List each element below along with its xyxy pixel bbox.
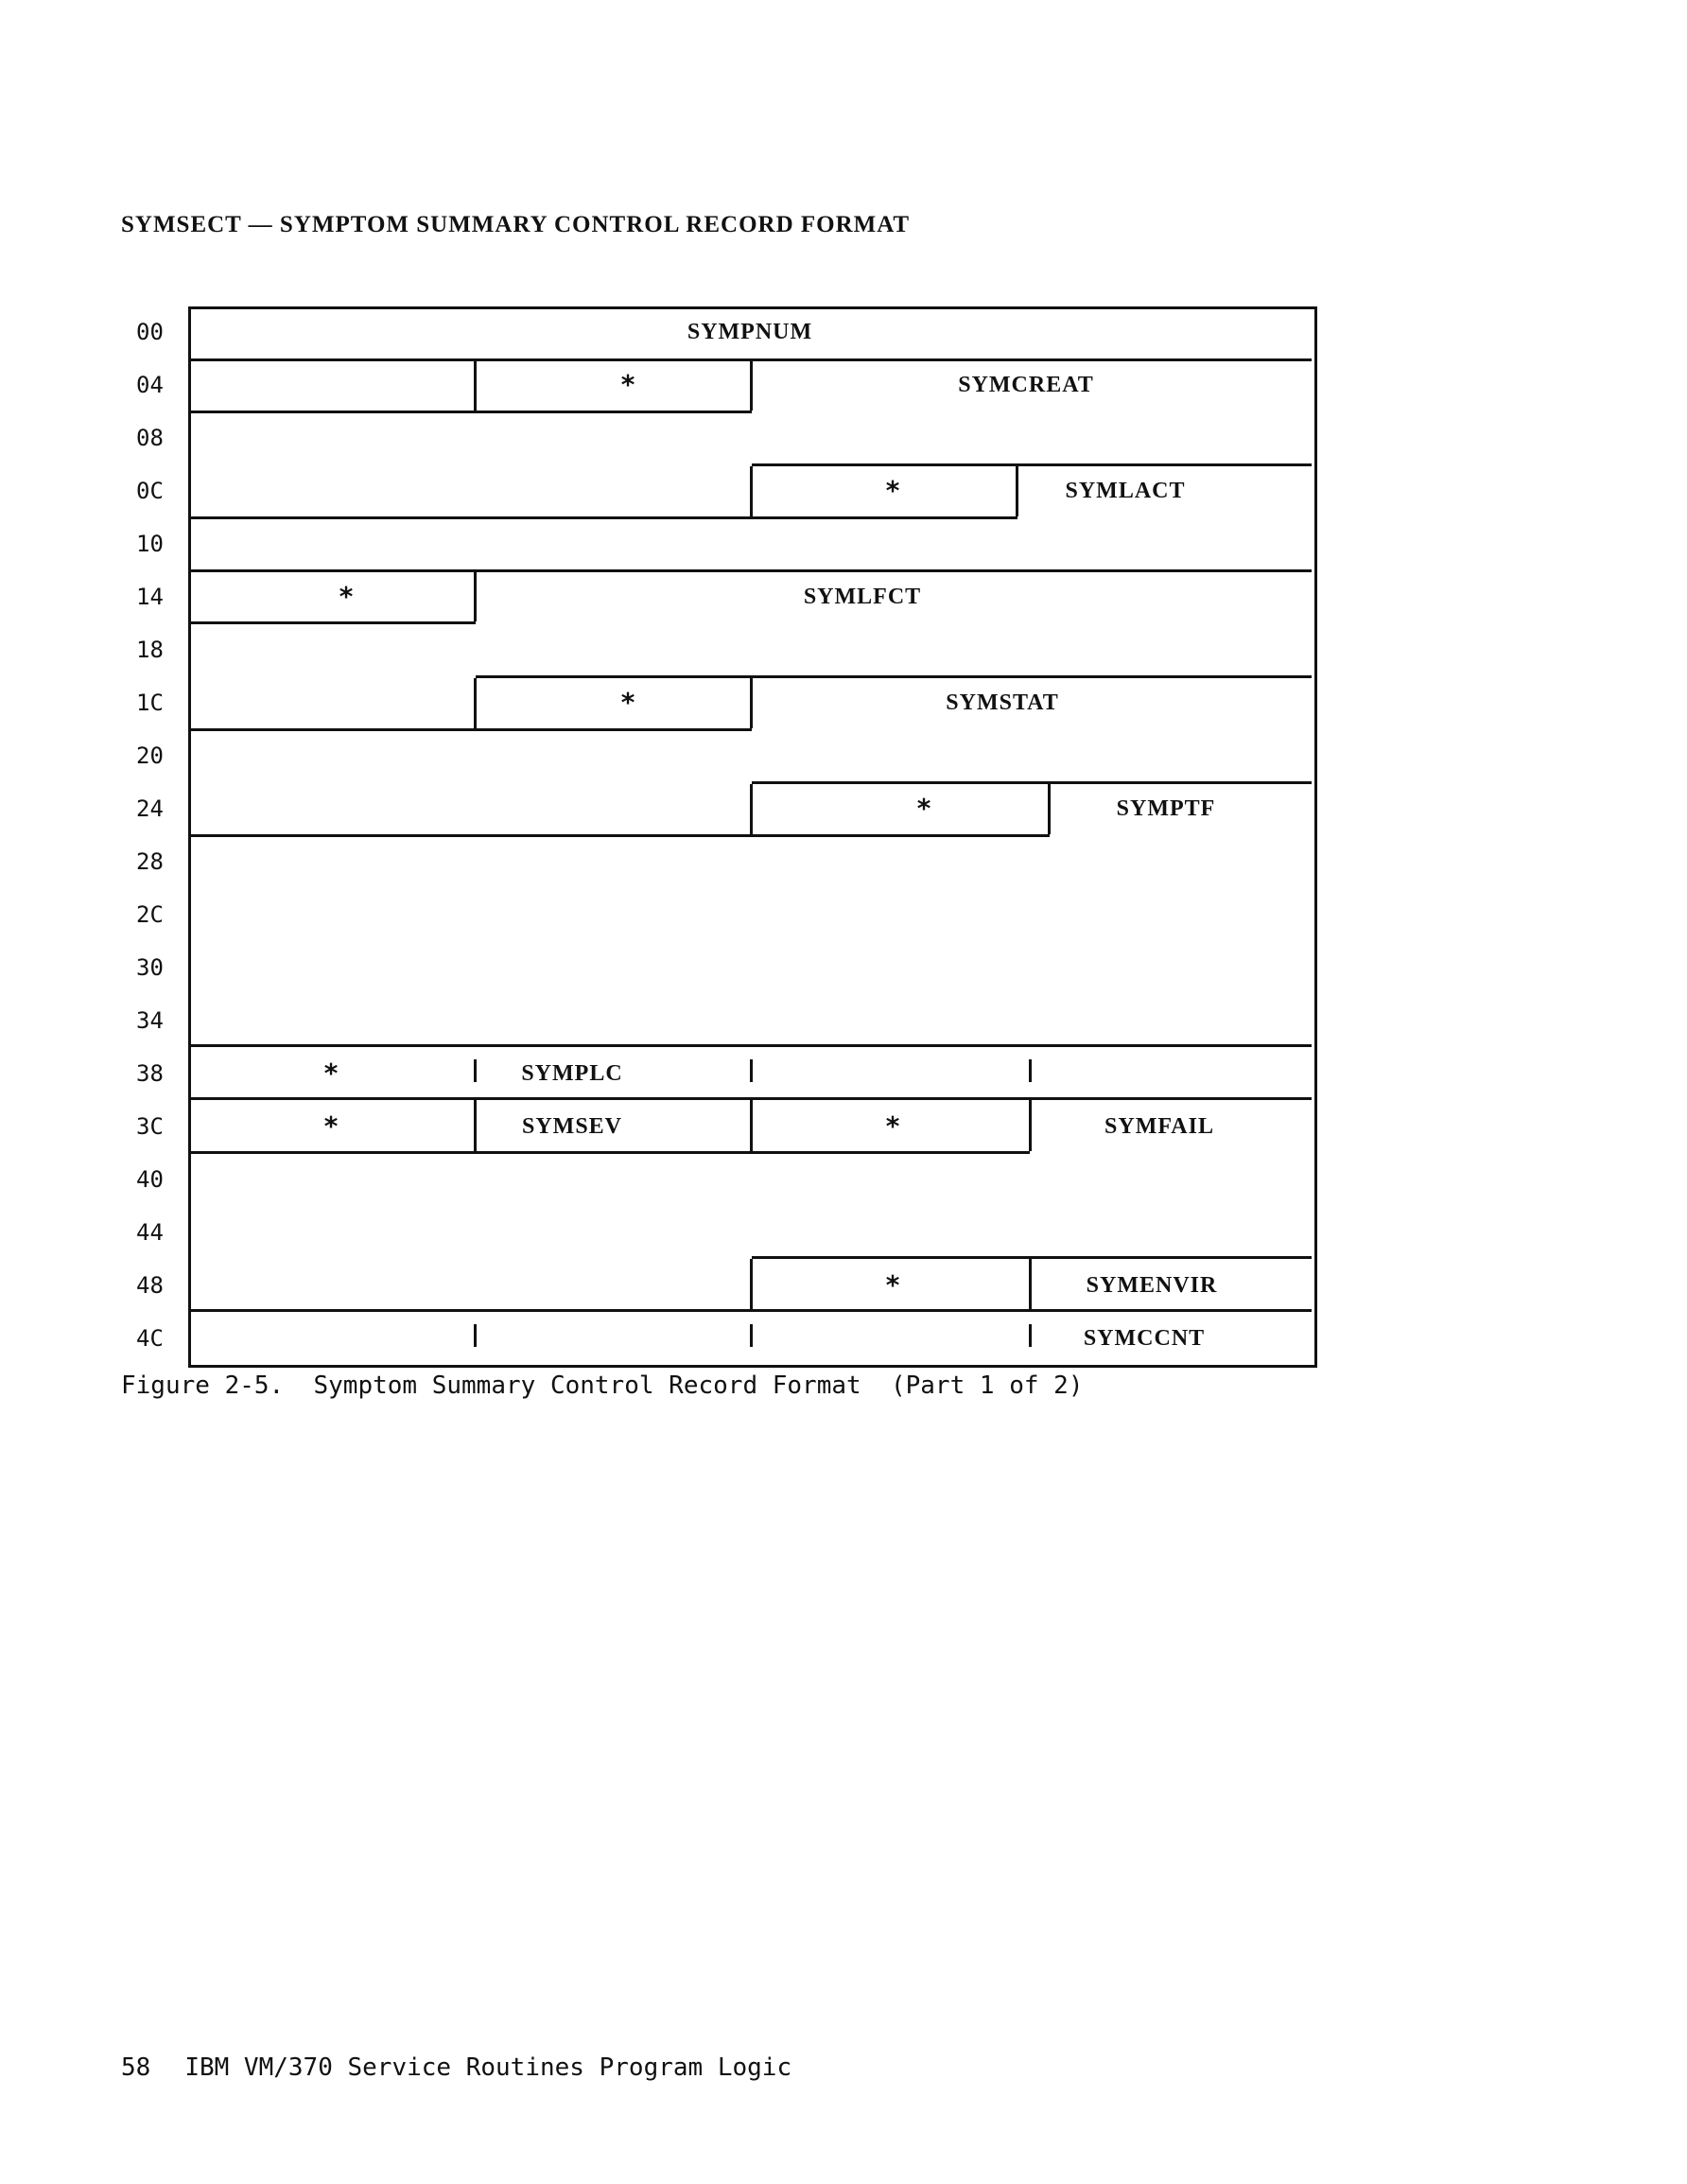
field-symcreat: SYMCREAT bbox=[958, 373, 1094, 397]
page-footer bbox=[121, 2053, 826, 2082]
field-symptf: SYMPTF bbox=[1116, 796, 1216, 821]
field-separator bbox=[474, 572, 477, 621]
offset-label: 40 bbox=[136, 1166, 164, 1193]
reserved-field: * bbox=[338, 581, 355, 612]
offset-label: 00 bbox=[136, 319, 164, 345]
field-separator bbox=[1048, 784, 1051, 834]
offset-label: 44 bbox=[136, 1219, 164, 1246]
field-separator bbox=[1029, 1324, 1032, 1347]
field-separator bbox=[750, 466, 753, 516]
field-symplc: SYMPLC bbox=[521, 1061, 623, 1086]
row-divider bbox=[752, 463, 1312, 466]
reserved-field: * bbox=[322, 1110, 339, 1142]
row-divider bbox=[188, 728, 752, 731]
field-separator bbox=[474, 1059, 477, 1082]
row-divider bbox=[752, 781, 1312, 784]
offset-label: 48 bbox=[136, 1272, 164, 1299]
field-sympnum: SYMPNUM bbox=[687, 320, 813, 344]
offset-label: 1C bbox=[136, 690, 164, 716]
page-heading: SYMSECT — SYMPTOM SUMMARY CONTROL RECORD FORMAT bbox=[121, 212, 911, 237]
field-separator bbox=[750, 678, 753, 728]
offset-label: 04 bbox=[136, 372, 164, 398]
offset-label: 18 bbox=[136, 637, 164, 663]
offset-label: 28 bbox=[136, 848, 164, 875]
field-symccnt: SYMCCNT bbox=[1083, 1326, 1206, 1351]
field-separator bbox=[1016, 466, 1018, 516]
field-symsev: SYMSEV bbox=[521, 1114, 623, 1139]
offset-label: 24 bbox=[136, 795, 164, 822]
row-divider bbox=[752, 1256, 1312, 1259]
field-separator bbox=[750, 1059, 753, 1082]
field-separator bbox=[1029, 1259, 1032, 1309]
field-separator bbox=[474, 361, 477, 411]
row-divider bbox=[188, 516, 1017, 519]
field-separator bbox=[1029, 1100, 1032, 1151]
row-divider bbox=[188, 621, 476, 624]
reserved-field: * bbox=[322, 1057, 339, 1089]
field-symstat: SYMSTAT bbox=[946, 690, 1059, 715]
row-divider bbox=[188, 1309, 1312, 1312]
row-divider bbox=[188, 834, 1050, 837]
reserved-field: * bbox=[884, 1269, 901, 1301]
reserved-field: * bbox=[884, 475, 901, 506]
offset-label: 0C bbox=[136, 478, 164, 504]
field-separator bbox=[750, 361, 753, 411]
field-separator bbox=[474, 678, 477, 728]
offset-label: 10 bbox=[136, 531, 164, 557]
field-separator bbox=[750, 1259, 753, 1309]
reserved-field: * bbox=[915, 793, 932, 824]
offset-label: 3C bbox=[136, 1113, 164, 1140]
offset-label: 30 bbox=[136, 954, 164, 981]
figure-caption: Figure 2-5. Symptom Summary Control Record Format (Part 1 of 2) bbox=[121, 1372, 1084, 1400]
row-divider bbox=[476, 675, 1312, 678]
page-number: 58 bbox=[121, 2053, 151, 2082]
row-divider bbox=[188, 1044, 1312, 1047]
reserved-field: * bbox=[619, 369, 636, 400]
reserved-field: * bbox=[884, 1110, 901, 1142]
offset-label: 2C bbox=[136, 901, 164, 928]
field-separator bbox=[474, 1100, 477, 1151]
field-separator bbox=[750, 1100, 753, 1151]
reserved-field: * bbox=[619, 687, 636, 718]
offset-label: 4C bbox=[136, 1325, 164, 1352]
field-symfail: SYMFAIL bbox=[1104, 1114, 1214, 1139]
offset-label: 20 bbox=[136, 743, 164, 769]
row-divider bbox=[188, 411, 752, 413]
field-symenvir: SYMENVIR bbox=[1086, 1273, 1218, 1298]
offset-label: 38 bbox=[136, 1060, 164, 1087]
field-symlfct: SYMLFCT bbox=[803, 585, 922, 609]
field-symlact: SYMLACT bbox=[1065, 479, 1186, 503]
field-separator bbox=[1029, 1059, 1032, 1082]
field-separator bbox=[750, 1324, 753, 1347]
offset-label: 34 bbox=[136, 1007, 164, 1034]
field-separator bbox=[474, 1324, 477, 1347]
row-divider bbox=[188, 1151, 1030, 1154]
offset-label: 14 bbox=[136, 584, 164, 610]
book-title: IBM VM/370 Service Routines Program Logic bbox=[184, 2053, 792, 2082]
row-divider bbox=[188, 569, 1312, 572]
field-separator bbox=[750, 784, 753, 834]
offset-label: 08 bbox=[136, 425, 164, 451]
